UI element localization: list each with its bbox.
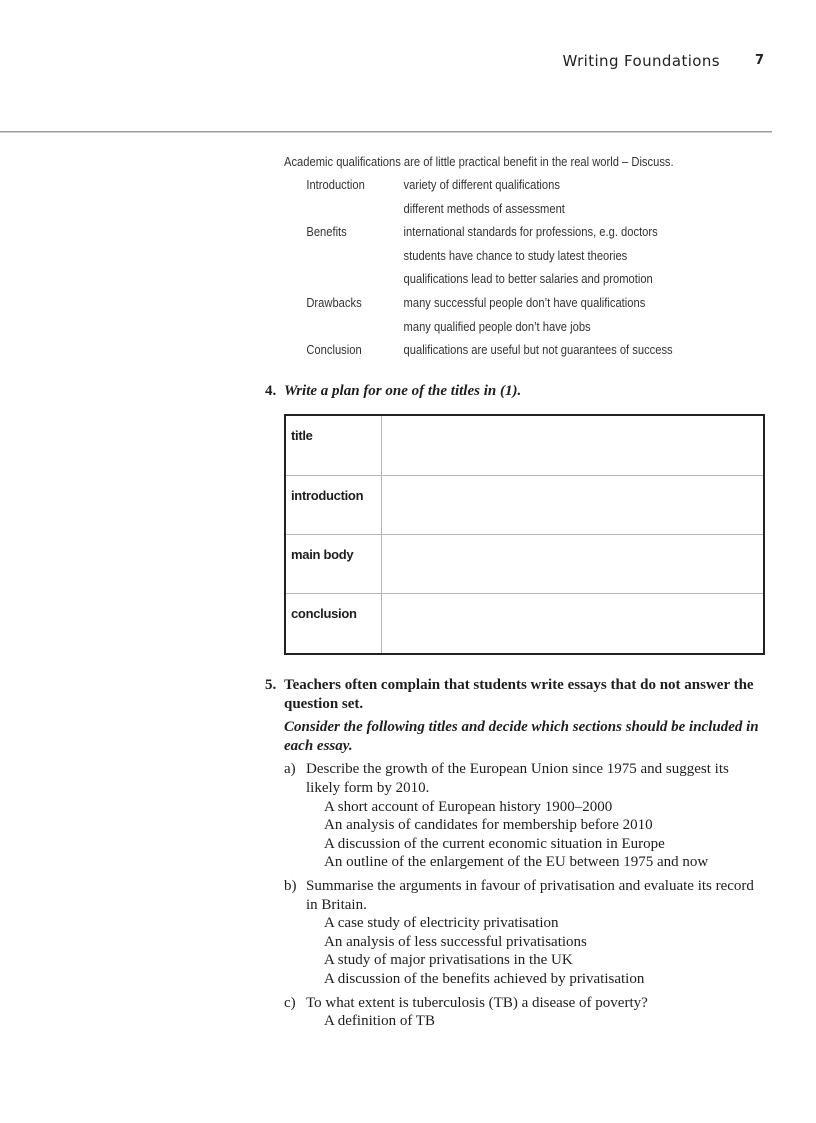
outline-label: Conclusion <box>306 342 362 358</box>
page-number: 7 <box>754 53 764 68</box>
question-instruction: Write a plan for one of the titles in (1). <box>284 383 522 399</box>
item-body <box>306 877 765 989</box>
item-body <box>306 760 765 872</box>
essay-title-item <box>284 877 765 989</box>
outline-row <box>284 270 688 294</box>
section-option: A short account of European history 1900–2000 <box>324 798 613 815</box>
essay-title: Summarise the arguments in favour of privatisation and evaluate its record in Britain. <box>306 877 754 913</box>
header-rule <box>0 131 772 132</box>
item-letter: c) <box>284 994 296 1011</box>
section-option: A study of major privatisations in the UK <box>324 952 573 969</box>
question-4 <box>265 381 521 401</box>
answer-cell <box>381 415 764 475</box>
question-stem-text: Teachers often complain that students write essays that do not answer the question set. <box>284 677 754 712</box>
question-5 <box>265 676 765 1031</box>
outline-point: many successful people don’t have qualifications <box>403 294 646 310</box>
outline-point: international standards for professions, e.g. doctors <box>403 224 658 240</box>
outline-label <box>284 247 404 271</box>
essay-title: To what extent is tuberculosis (TB) a disease of poverty? <box>306 994 648 1011</box>
outline-row <box>284 200 688 224</box>
outline-row <box>284 294 688 318</box>
question-number: 4. <box>265 383 277 399</box>
section-list <box>324 798 765 872</box>
outline-point: variety of different qualifications <box>403 177 560 192</box>
row-label: conclusion <box>285 594 381 654</box>
outline-point: qualifications are useful but not guarantees of success <box>403 342 673 358</box>
example-title: Academic qualifications are of little practical benefit in the real world – Discuss. <box>284 154 674 169</box>
essay-title-item <box>284 994 765 1031</box>
row-label: title <box>285 415 381 475</box>
item-letter: a) <box>284 761 296 778</box>
item-letter: b) <box>284 877 297 894</box>
item-body <box>306 994 765 1031</box>
outline-label: Drawbacks <box>306 294 362 310</box>
essay-plan-table <box>284 414 765 655</box>
answer-cell <box>381 475 764 534</box>
section-option: A case study of electricity privatisation <box>324 915 559 932</box>
outline-point: students have chance to study latest theories <box>403 247 628 263</box>
outline-point: many qualified people don’t have jobs <box>403 318 591 334</box>
outline-point: qualifications lead to better salaries and promotion <box>403 271 653 287</box>
essay-title-item <box>284 760 765 872</box>
example-outline <box>284 153 688 365</box>
answer-cell <box>381 534 764 593</box>
question-stem <box>265 676 765 713</box>
table-row <box>285 475 764 534</box>
outline-label <box>284 270 404 294</box>
section-option: A discussion of the benefits achieved by privatisation <box>324 970 645 987</box>
row-label: main body <box>285 534 381 593</box>
running-title: Writing Foundations <box>562 52 720 70</box>
outline-row <box>284 318 688 342</box>
table-row <box>285 534 764 593</box>
section-list <box>324 1012 765 1031</box>
outline-row <box>284 247 688 271</box>
outline-label: Introduction <box>306 177 365 192</box>
question-number: 5. <box>265 677 277 693</box>
outline-label: Benefits <box>306 224 347 240</box>
outline-row <box>284 176 688 200</box>
row-label: introduction <box>285 475 381 534</box>
running-head <box>0 52 816 74</box>
section-list <box>324 914 765 988</box>
table-row <box>285 594 764 654</box>
outline-row <box>284 223 688 247</box>
section-option: A discussion of the current economic situation in Europe <box>324 835 665 852</box>
question-instruction: Consider the following titles and decide which sections should be included in each essay. <box>284 719 759 754</box>
outline-point: different methods of assessment <box>403 200 565 216</box>
section-option: An outline of the enlargement of the EU between 1975 and now <box>324 854 709 871</box>
section-option: A definition of TB <box>324 1013 435 1030</box>
outline-label <box>284 318 404 342</box>
essay-title: Describe the growth of the European Union since 1975 and suggest its likely form by 2010. <box>306 761 729 796</box>
outline-label <box>284 200 404 224</box>
section-option: An analysis of candidates for membership before 2010 <box>324 817 653 834</box>
table-row <box>285 415 764 475</box>
answer-cell <box>381 594 764 654</box>
outline-row <box>284 341 688 365</box>
section-option: An analysis of less successful privatisations <box>324 933 587 950</box>
